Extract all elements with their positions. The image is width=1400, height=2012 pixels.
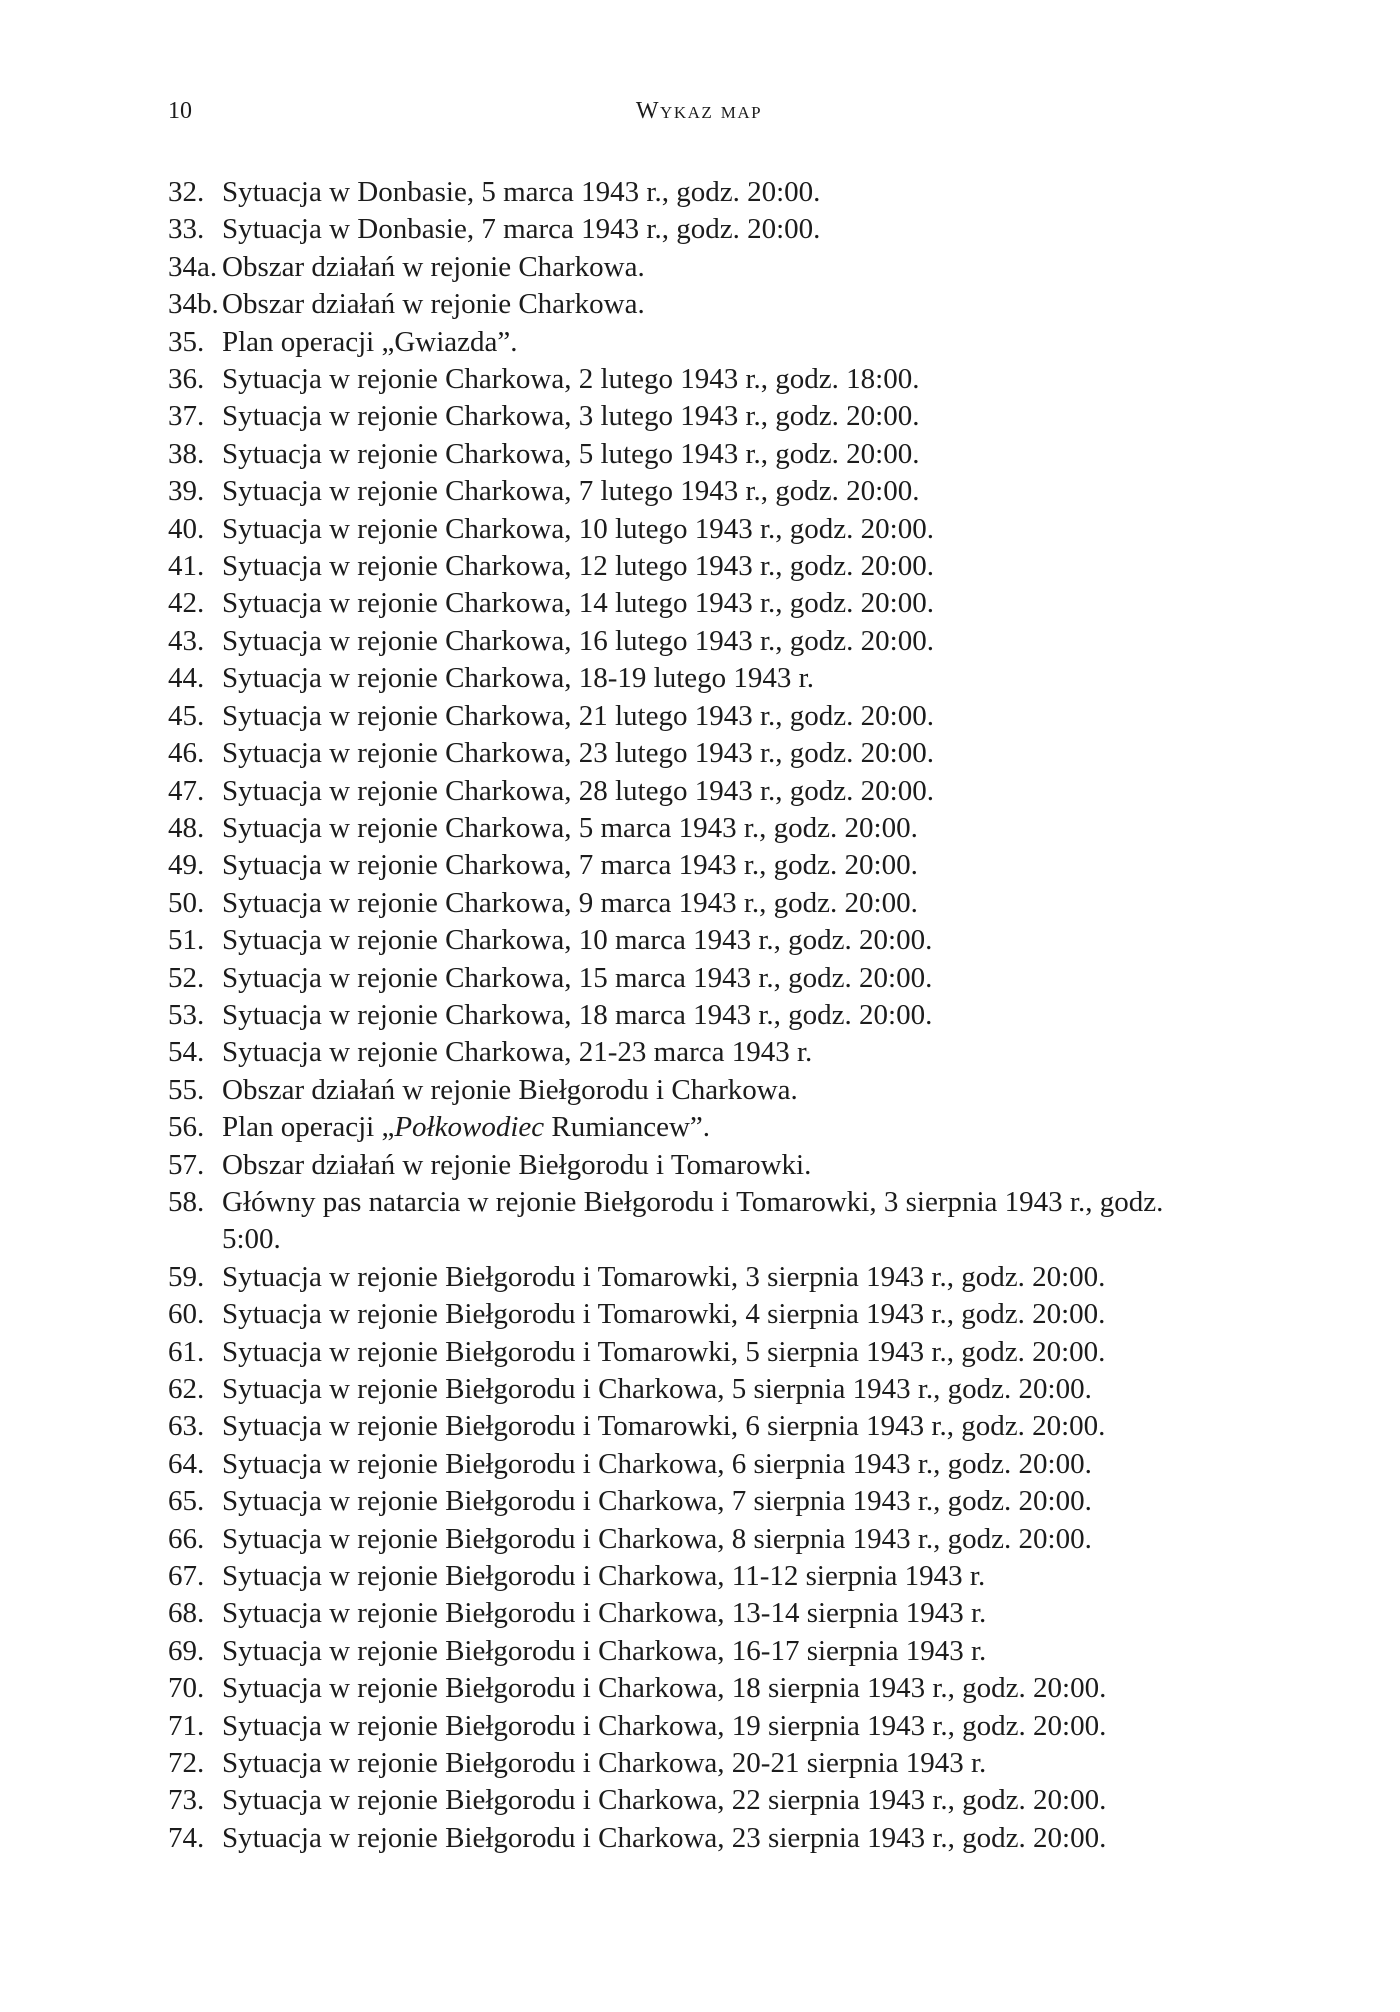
item-number: 67.: [168, 1560, 205, 1593]
page-number: 10: [168, 98, 192, 124]
item-number: 48.: [168, 811, 205, 844]
item-number: 59.: [168, 1260, 205, 1293]
list-item: [168, 1483, 1208, 1520]
item-text: Sytuacja w rejonie Charkowa, 9 marca 1943 r., godz. 20:00.: [222, 886, 918, 919]
item-number: 53.: [168, 998, 205, 1031]
item-text: Sytuacja w rejonie Charkowa, 14 lutego 1943 r., godz. 20:00.: [222, 587, 934, 620]
item-text-before: Plan operacji „: [222, 1111, 395, 1144]
item-text: Sytuacja w rejonie Charkowa, 18-19 lutego 1943 r.: [222, 662, 814, 695]
item-number: 36.: [168, 363, 205, 396]
item-text: Główny pas natarcia w rejonie Biełgorodu i Tomarowki, 3 sierpnia 1943 r., godz. 5:00.: [222, 1185, 1164, 1256]
list-item: [168, 1147, 1208, 1184]
item-text: Sytuacja w rejonie Charkowa, 28 lutego 1943 r., godz. 20:00.: [222, 774, 934, 807]
item-number: 39.: [168, 475, 205, 508]
item-text: Sytuacja w rejonie Biełgorodu i Charkowa, 18 sierpnia 1943 r., godz. 20:00.: [222, 1672, 1107, 1705]
item-text: Sytuacja w rejonie Biełgorodu i Charkowa, 6 sierpnia 1943 r., godz. 20:00.: [222, 1447, 1092, 1480]
list-item: [168, 174, 1208, 211]
item-number: 51.: [168, 924, 205, 957]
list-item: [168, 1558, 1208, 1595]
item-number: 72.: [168, 1747, 205, 1780]
list-item: [168, 1745, 1208, 1782]
list-item: [168, 1633, 1208, 1670]
item-number: 74.: [168, 1821, 205, 1854]
item-text: Sytuacja w rejonie Charkowa, 7 lutego 1943 r., godz. 20:00.: [222, 475, 920, 508]
list-item: [168, 398, 1208, 435]
item-text: Sytuacja w rejonie Biełgorodu i Charkowa, 19 sierpnia 1943 r., godz. 20:00.: [222, 1709, 1107, 1742]
list-item: [168, 623, 1208, 660]
item-text: Sytuacja w rejonie Biełgorodu i Charkowa, 7 sierpnia 1943 r., godz. 20:00.: [222, 1485, 1092, 1518]
running-title: Wykaz map: [635, 98, 763, 124]
item-text: Sytuacja w rejonie Biełgorodu i Charkowa, 23 sierpnia 1943 r., godz. 20:00.: [222, 1821, 1107, 1854]
item-number: 49.: [168, 849, 205, 882]
item-number: 64.: [168, 1447, 205, 1480]
list-item: [168, 361, 1208, 398]
item-text: Sytuacja w rejonie Charkowa, 15 marca 1943 r., godz. 20:00.: [222, 961, 933, 994]
item-number: 61.: [168, 1335, 205, 1368]
list-item: [168, 1782, 1208, 1819]
item-number: 56.: [168, 1111, 205, 1144]
item-text: Sytuacja w rejonie Charkowa, 5 lutego 1943 r., godz. 20:00.: [222, 437, 920, 470]
list-item: [168, 1371, 1208, 1408]
item-number: 40.: [168, 512, 205, 545]
item-text: Sytuacja w rejonie Charkowa, 7 marca 1943 r., godz. 20:00.: [222, 849, 918, 882]
list-item: [168, 810, 1208, 847]
item-number: 73.: [168, 1784, 205, 1817]
list-item: [168, 473, 1208, 510]
item-number: 68.: [168, 1597, 205, 1630]
item-text: Sytuacja w rejonie Biełgorodu i Charkowa, 13-14 sierpnia 1943 r.: [222, 1597, 987, 1630]
item-number: 62.: [168, 1373, 205, 1405]
item-text: Sytuacja w rejonie Biełgorodu i Tomarowki, 5 sierpnia 1943 r., godz. 20:00.: [222, 1335, 1106, 1368]
item-number: 65.: [168, 1485, 205, 1518]
item-text: Sytuacja w rejonie Biełgorodu i Charkowa, 5 sierpnia 1943 r., godz. 20:00.: [222, 1373, 1092, 1405]
list-item: [168, 773, 1208, 810]
item-number: 66.: [168, 1522, 205, 1555]
item-number: 50.: [168, 886, 205, 919]
list-item: [168, 1034, 1208, 1071]
item-text: Obszar działań w rejonie Biełgorodu i Charkowa.: [222, 1073, 798, 1106]
list-item: [168, 1446, 1208, 1483]
list-item: [168, 997, 1208, 1034]
item-number: 70.: [168, 1672, 205, 1705]
item-text: Sytuacja w rejonie Charkowa, 10 marca 1943 r., godz. 20:00.: [222, 924, 933, 957]
list-item: [168, 1595, 1208, 1632]
item-text: Obszar działań w rejonie Charkowa.: [222, 250, 645, 283]
item-text-after: Rumiancew”.: [544, 1111, 711, 1144]
list-item: [168, 922, 1208, 959]
item-text-italic: Połkowodiec: [394, 1111, 545, 1144]
list-item: [168, 1109, 1208, 1146]
page-header: [168, 98, 1190, 138]
item-number: 55.: [168, 1073, 205, 1106]
item-text: Sytuacja w rejonie Biełgorodu i Charkowa, 16-17 sierpnia 1943 r.: [222, 1634, 987, 1667]
list-item: [168, 1670, 1208, 1707]
list-item: [168, 1820, 1208, 1857]
item-number: 34a.: [168, 250, 218, 283]
list-item: [168, 1184, 1208, 1259]
item-number: 52.: [168, 961, 205, 994]
item-text: Sytuacja w rejonie Biełgorodu i Tomarowki, 4 sierpnia 1943 r., godz. 20:00.: [222, 1298, 1106, 1331]
item-text: Sytuacja w rejonie Charkowa, 12 lutego 1943 r., godz. 20:00.: [222, 550, 934, 583]
item-number: 38.: [168, 437, 205, 470]
item-number: 58.: [168, 1185, 205, 1218]
item-number: 47.: [168, 774, 205, 807]
item-number: 35.: [168, 325, 205, 358]
item-number: 41.: [168, 550, 205, 583]
list-item: [168, 249, 1208, 286]
list-item: [168, 847, 1208, 884]
item-text: Sytuacja w rejonie Biełgorodu i Charkowa, 11-12 sierpnia 1943 r.: [222, 1560, 986, 1593]
item-number: 34b.: [168, 288, 219, 321]
list-item: [168, 1708, 1208, 1745]
list-item: [168, 511, 1208, 548]
item-text: Sytuacja w Donbasie, 5 marca 1943 r., godz. 20:00.: [222, 176, 821, 208]
item-text: Sytuacja w rejonie Charkowa, 5 marca 1943 r., godz. 20:00.: [222, 811, 918, 844]
list-item: [168, 585, 1208, 622]
list-item: [168, 211, 1208, 248]
list-item: [168, 436, 1208, 473]
list-item: [168, 1521, 1208, 1558]
item-text: Plan operacji „Gwiazda”.: [222, 325, 518, 358]
item-text: Sytuacja w rejonie Charkowa, 21-23 marca 1943 r.: [222, 1036, 813, 1069]
item-text: Obszar działań w rejonie Biełgorodu i Tomarowki.: [222, 1148, 812, 1181]
list-item: [168, 324, 1208, 361]
list-item: [168, 1296, 1208, 1333]
item-text: Sytuacja w rejonie Charkowa, 2 lutego 1943 r., godz. 18:00.: [222, 363, 920, 396]
item-text: Sytuacja w rejonie Biełgorodu i Charkowa, 22 sierpnia 1943 r., godz. 20:00.: [222, 1784, 1107, 1817]
item-text: Sytuacja w rejonie Charkowa, 3 lutego 1943 r., godz. 20:00.: [222, 400, 920, 433]
list-item: [168, 735, 1208, 772]
item-number: 57.: [168, 1148, 205, 1181]
map-list: [168, 174, 1208, 1857]
item-text: [222, 1109, 1208, 1146]
item-text: Sytuacja w rejonie Charkowa, 21 lutego 1943 r., godz. 20:00.: [222, 699, 934, 732]
item-number: 69.: [168, 1634, 205, 1667]
item-number: 54.: [168, 1036, 205, 1069]
list-item: [168, 1334, 1208, 1371]
item-text: Sytuacja w rejonie Biełgorodu i Charkowa, 8 sierpnia 1943 r., godz. 20:00.: [222, 1522, 1092, 1555]
item-text: Sytuacja w rejonie Charkowa, 10 lutego 1943 r., godz. 20:00.: [222, 512, 934, 545]
item-number: 71.: [168, 1709, 205, 1742]
item-text: Sytuacja w rejonie Charkowa, 23 lutego 1943 r., godz. 20:00.: [222, 737, 934, 770]
item-text: Sytuacja w rejonie Biełgorodu i Tomarowki, 3 sierpnia 1943 r., godz. 20:00.: [222, 1260, 1106, 1293]
item-number: 44.: [168, 662, 205, 695]
item-text: Sytuacja w rejonie Biełgorodu i Charkowa, 20-21 sierpnia 1943 r.: [222, 1747, 987, 1780]
item-number: 63.: [168, 1410, 205, 1443]
list-item: [168, 1072, 1208, 1109]
item-text: Sytuacja w rejonie Charkowa, 16 lutego 1943 r., godz. 20:00.: [222, 624, 934, 657]
item-number: 37.: [168, 400, 205, 433]
item-number: 33.: [168, 213, 205, 246]
item-text: Sytuacja w rejonie Biełgorodu i Tomarowki, 6 sierpnia 1943 r., godz. 20:00.: [222, 1410, 1106, 1443]
list-item: [168, 698, 1208, 735]
item-number: 43.: [168, 624, 205, 657]
item-number: 60.: [168, 1298, 205, 1331]
list-item: [168, 960, 1208, 997]
list-item: [168, 660, 1208, 697]
list-item: [168, 1259, 1208, 1296]
list-item: [168, 1408, 1208, 1445]
item-number: 45.: [168, 699, 205, 732]
item-text: Sytuacja w Donbasie, 7 marca 1943 r., godz. 20:00.: [222, 213, 821, 246]
item-number: 46.: [168, 737, 205, 770]
list-item: [168, 286, 1208, 323]
item-number: 42.: [168, 587, 205, 620]
list-item: [168, 885, 1208, 922]
list-item: [168, 548, 1208, 585]
item-text: Obszar działań w rejonie Charkowa.: [222, 288, 645, 321]
item-text: Sytuacja w rejonie Charkowa, 18 marca 1943 r., godz. 20:00.: [222, 998, 933, 1031]
item-number: 32.: [168, 176, 205, 208]
